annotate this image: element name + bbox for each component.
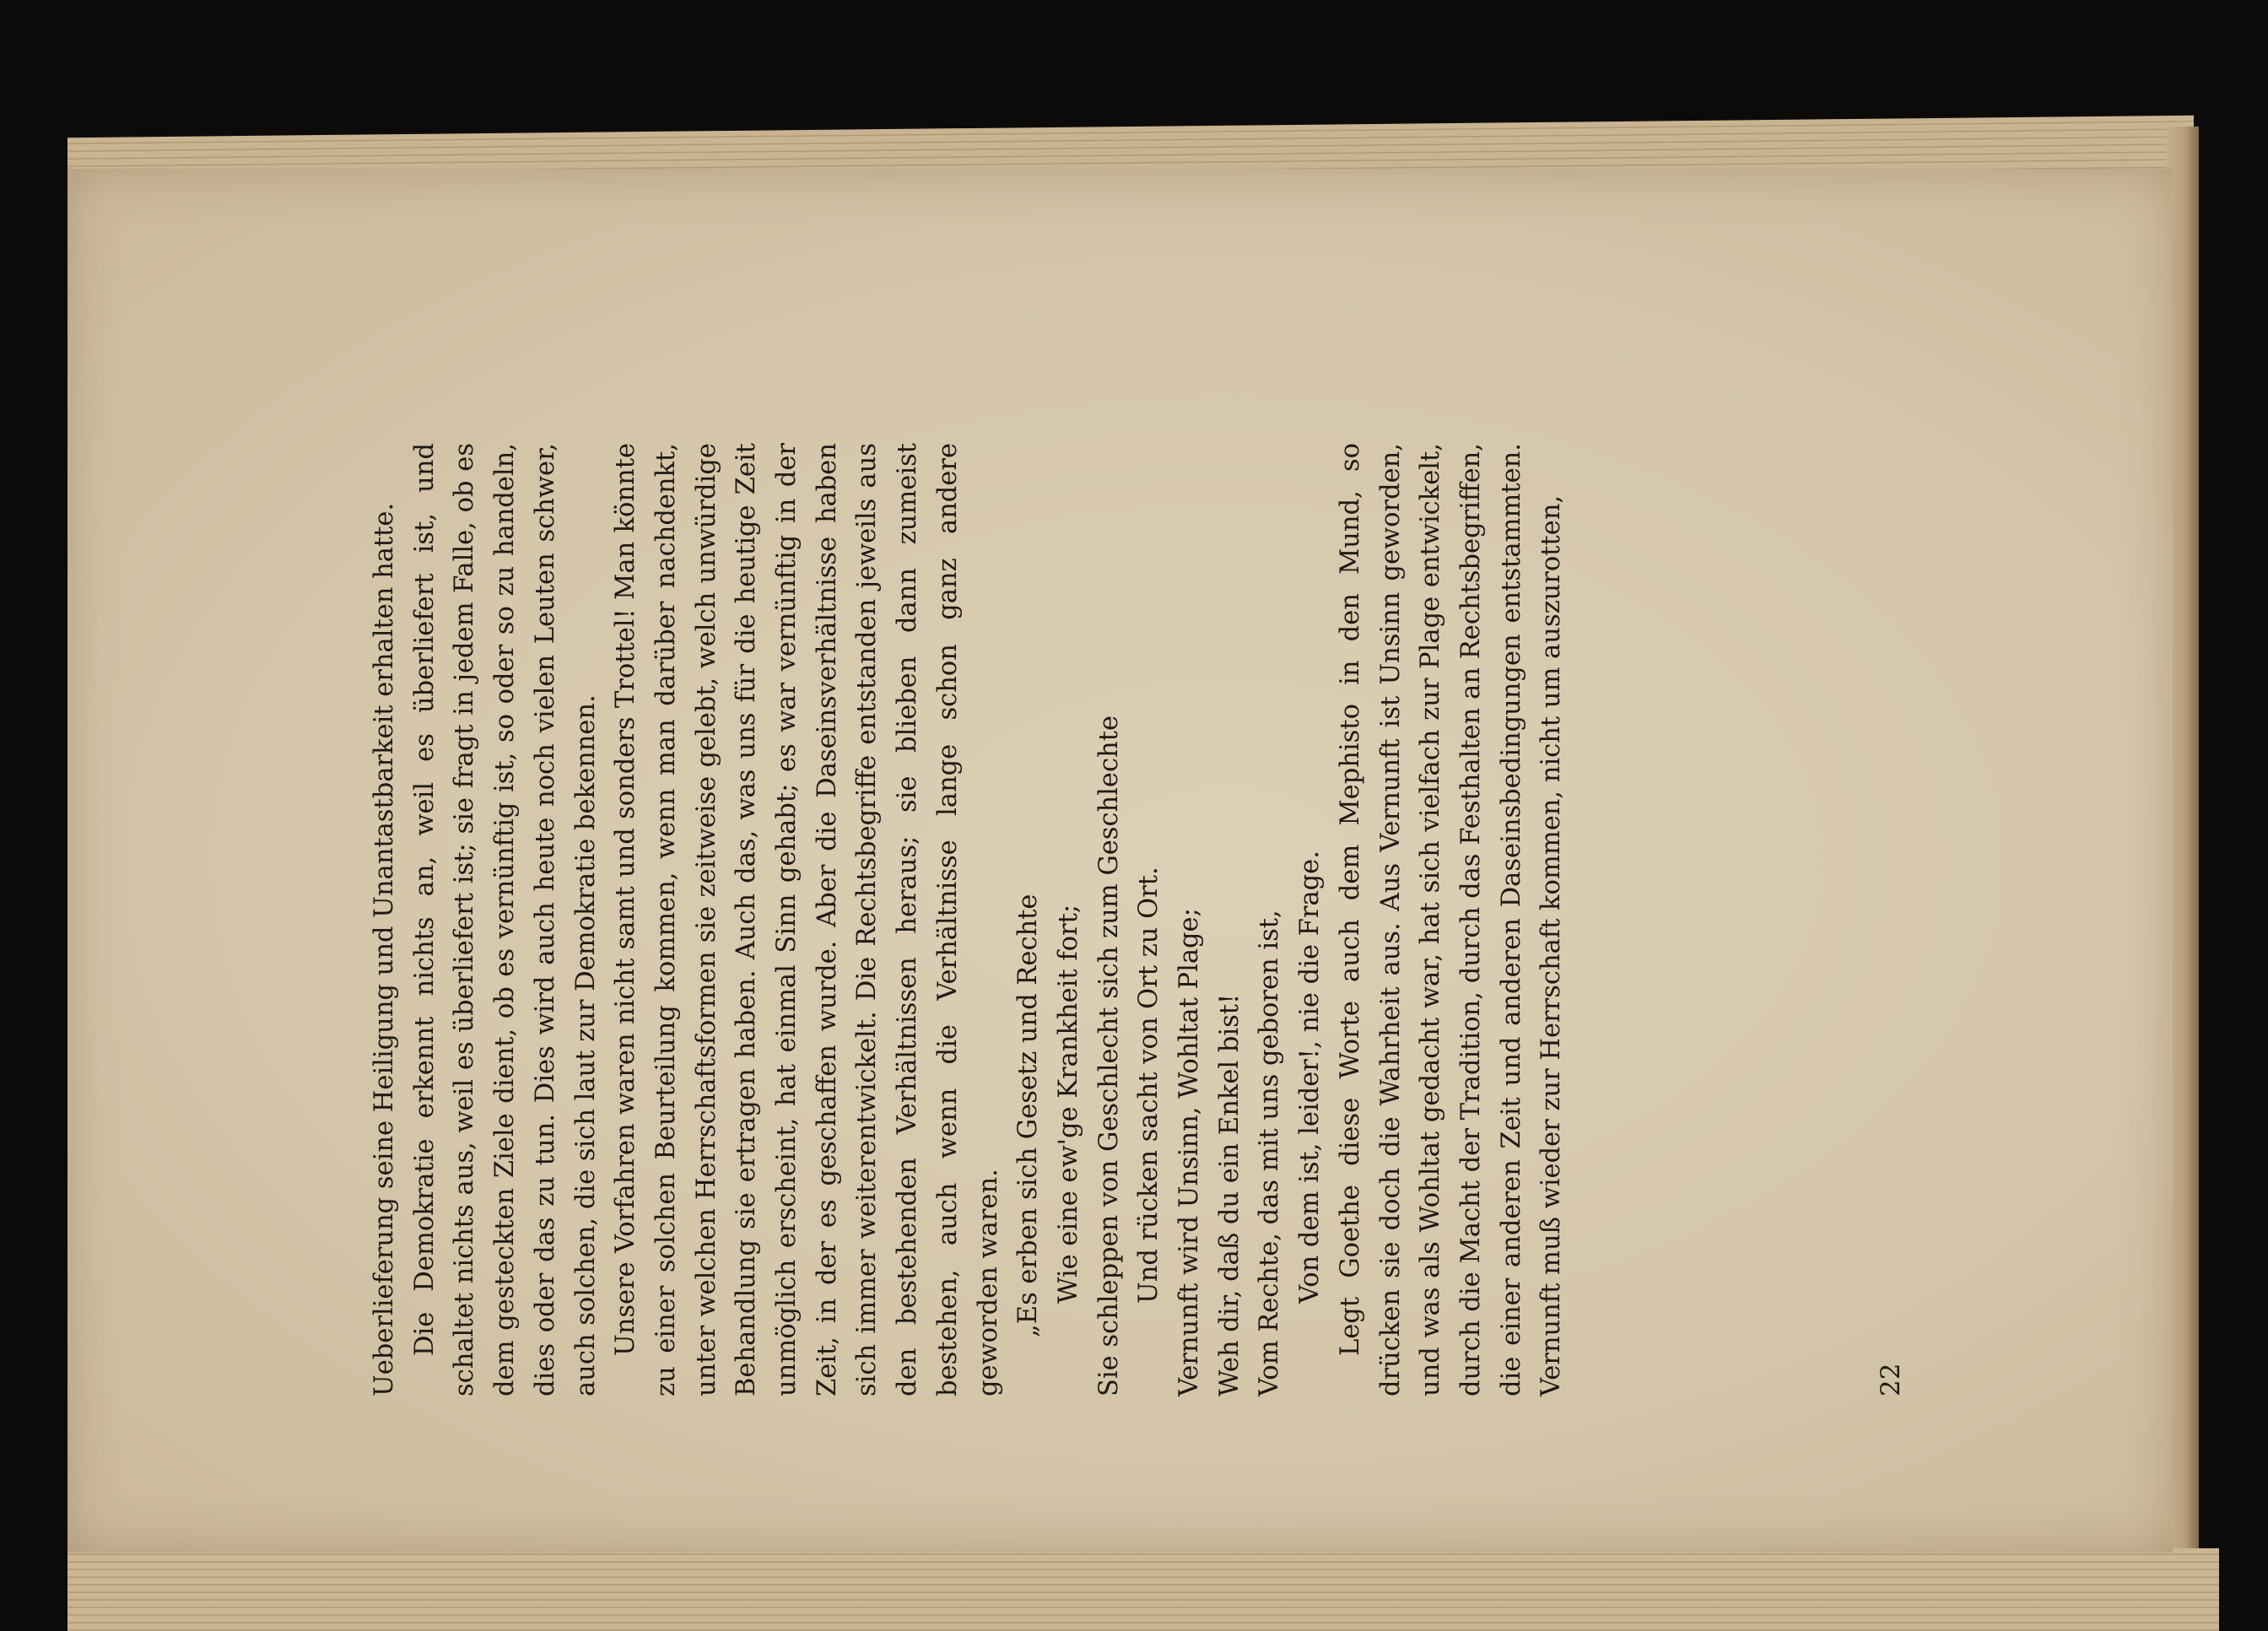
paragraph: Die Demokratie erkennt nichts an, weil es überliefert ist, und schaltet nichts aus, weil es überliefert ist; sie fragt in jedem Falle, ob es dem gesteckten Ziele dient, ob es vernünftig ist, so oder so zu handeln, dies oder das zu tun. Dies wird auch heute noch vielen Leuten schwer, auch solchen, die sich laut zur Demokratie bekennen. — [409, 443, 601, 1396]
verse-line: Und rücken sacht von Ort zu Ort. — [1134, 867, 1164, 1304]
page-edges-bottom — [68, 1548, 2219, 1631]
paragraph: Ueberlieferung seine Heiligung und Unantastbarkeit erhalten hatte. — [370, 502, 399, 1396]
verse-line: Wie eine ew'ge Krankheit fort; — [1053, 904, 1083, 1304]
book-page — [68, 169, 2173, 1553]
verse-line: Vernunft wird Unsinn, Wohltat Plage; — [1174, 908, 1205, 1396]
page-number: 22 — [1876, 1363, 1906, 1396]
verse-line: Von dem ist, leider!, nie die Frage. — [1295, 851, 1326, 1304]
verse-line: Sie schleppen von Geschlecht sich zum Geschlechte — [1094, 716, 1124, 1396]
rotated-text-frame — [68, 169, 2173, 1553]
verse-line: Weh dir, daß du ein Enkel bist! — [1214, 993, 1245, 1396]
paragraph: Unsere Vorfahren waren nicht samt und sonders Trottel! Man könnte zu einer solchen Beurteilung kommen, wenn man darüber nachdenkt, unter welchen Herrschaftsformen sie zeitweise gelebt, welch unwürdige Behandlung sie ertragen haben. Auch das, was uns für die heutige Zeit unmöglich erscheint, hat einmal Sinn gehabt; es war vernünftig in der Zeit, in der es geschaffen wurde. Aber die Daseinsverhältnisse haben sich immer weiterentwickelt. Die Rechtsbegriffe entstanden jeweils aus den bestehenden Verhältnissen heraus; sie blieben dann zumeist bestehen, auch wenn die Verhältnisse lange schon ganz andere geworden waren. — [611, 443, 1003, 1396]
verse-line: Vom Rechte, das mit uns geboren ist, — [1255, 910, 1285, 1396]
verse-line: „Es erben sich Gesetz und Rechte — [1013, 894, 1044, 1337]
goethe-quote — [1008, 443, 1331, 1396]
paragraph: Legt Goethe diese Worte auch dem Mephisto in den Mund, so drücken sie doch die Wahrheit aus. Aus Vernunft ist Unsinn geworden, und was als Wohltat gedacht war, hat sich vielfach zur Plage entwickelt, durch die Macht der Tradition, durch das Festhalten an Rechtsbegriffen, die einer anderen Zeit und anderen Daseinsbedingungen entstammten. Vernunft muß wieder zur Herrschaft kommen, nicht um auszurotten, — [1335, 443, 1567, 1396]
body-text — [364, 443, 1572, 1396]
